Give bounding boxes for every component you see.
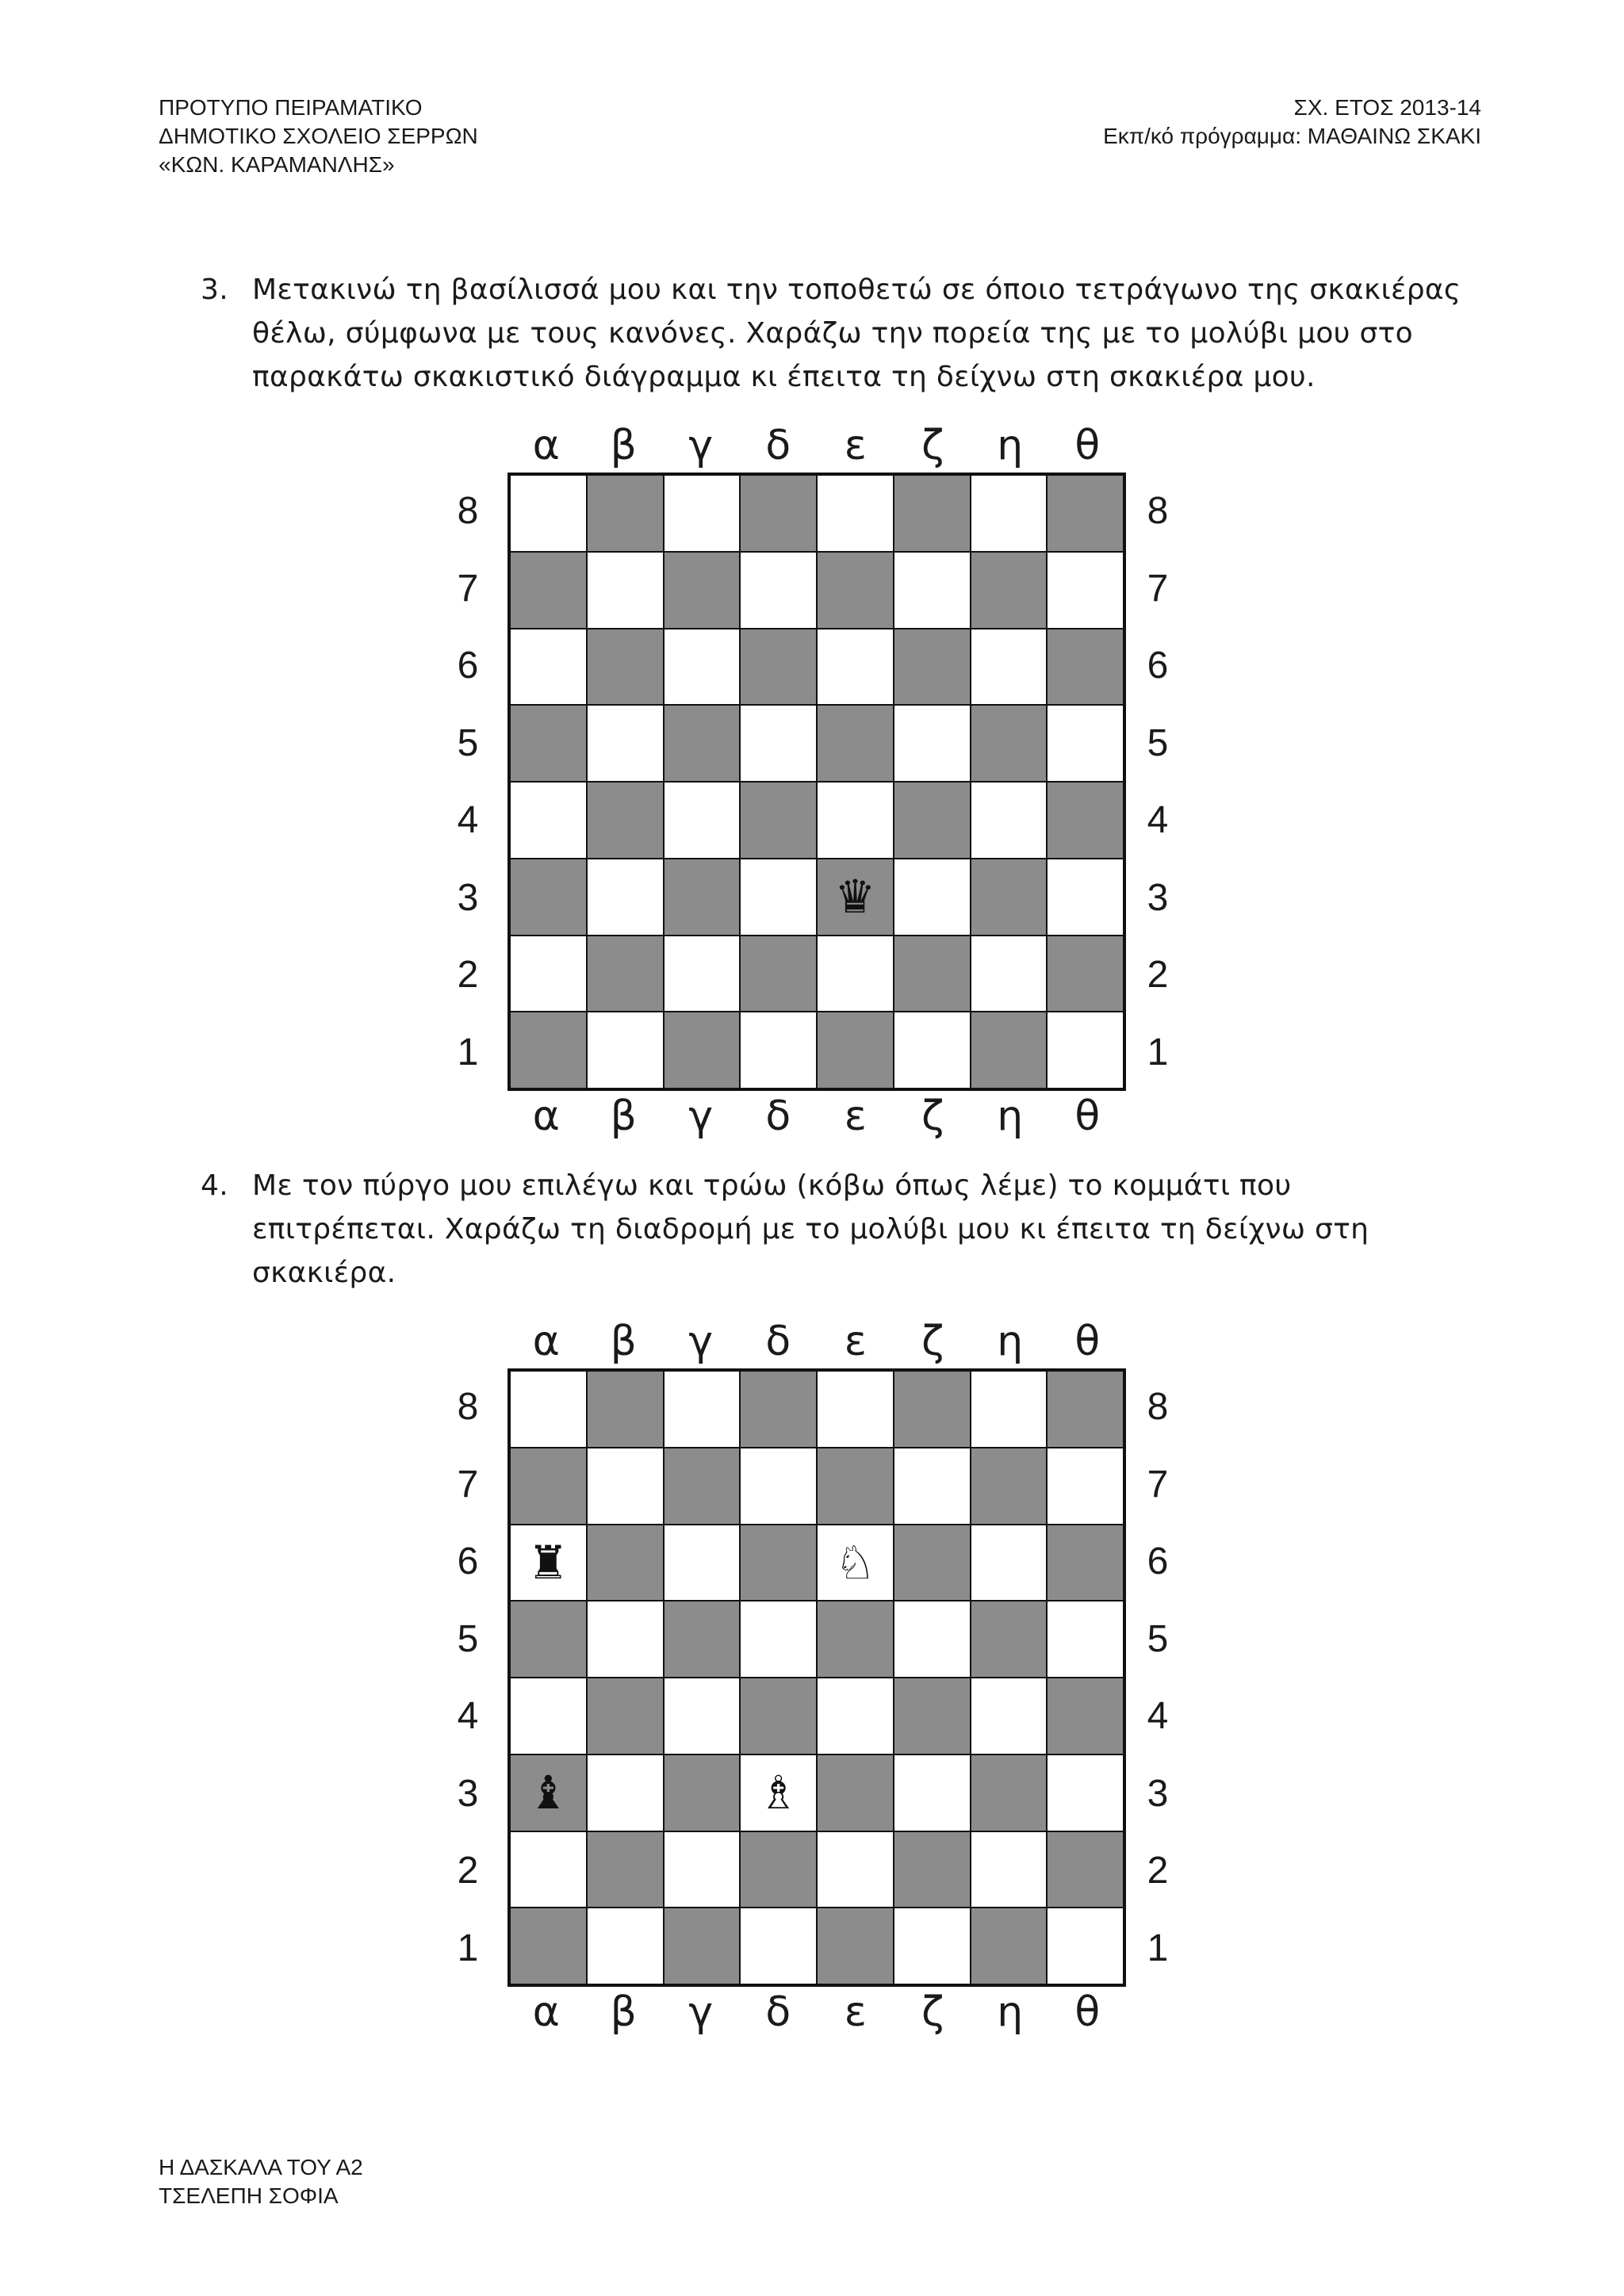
square-α8 — [510, 475, 587, 552]
square-η8 — [971, 475, 1048, 552]
rank-labels-right — [1134, 473, 1182, 1091]
square-β2 — [587, 1831, 664, 1908]
rank-label: 2 — [1147, 1850, 1169, 1892]
white-knight-icon: ♘ — [834, 1535, 876, 1590]
teacher-class: Η ΔΑΣΚΑΛΑ ΤΟΥ Α2 — [159, 2155, 363, 2179]
rank-label: 6 — [1147, 645, 1169, 687]
square-ζ4 — [894, 1678, 971, 1755]
square-γ5 — [664, 705, 741, 782]
exercise-number: 4. — [201, 1169, 228, 1202]
square-δ1 — [740, 1012, 817, 1089]
file-label: δ — [765, 1318, 791, 1365]
rank-label: 4 — [457, 1695, 479, 1737]
black-queen-icon: ♛ — [834, 870, 876, 924]
rank-label: 1 — [1147, 1927, 1169, 1969]
square-ε5 — [817, 1601, 894, 1678]
rank-label: 8 — [1147, 490, 1169, 532]
square-δ4 — [740, 782, 817, 859]
square-γ8 — [664, 1371, 741, 1448]
file-label: γ — [688, 422, 714, 469]
file-label: β — [610, 1318, 637, 1365]
square-α6 — [510, 629, 587, 706]
rank-label: 1 — [457, 1927, 479, 1969]
square-η6 — [971, 1525, 1048, 1601]
square-γ4 — [664, 1678, 741, 1755]
square-θ5 — [1047, 705, 1124, 782]
square-ε3 — [817, 1755, 894, 1831]
square-β3 — [587, 859, 664, 936]
square-β1 — [587, 1908, 664, 1984]
square-ε4 — [817, 1678, 894, 1755]
square-θ4 — [1047, 782, 1124, 859]
rank-label: 2 — [1147, 954, 1169, 996]
square-ε2 — [817, 1831, 894, 1908]
square-β4 — [587, 1678, 664, 1755]
rank-label: 7 — [1147, 1463, 1169, 1506]
file-labels-top — [508, 422, 1126, 469]
file-label: ζ — [921, 1093, 944, 1140]
square-ε8 — [817, 475, 894, 552]
square-η4 — [971, 782, 1048, 859]
square-ζ6 — [894, 1525, 971, 1601]
square-θ5 — [1047, 1601, 1124, 1678]
square-θ7 — [1047, 552, 1124, 629]
rank-label: 4 — [457, 799, 479, 841]
square-γ2 — [664, 936, 741, 1012]
square-γ3 — [664, 859, 741, 936]
teacher-signature — [159, 2153, 363, 2210]
square-δ4 — [740, 1678, 817, 1755]
square-ε7 — [817, 552, 894, 629]
square-α3 — [510, 859, 587, 936]
square-θ3 — [1047, 859, 1124, 936]
rank-label: 3 — [1147, 1772, 1169, 1815]
rank-label: 7 — [457, 567, 479, 610]
square-ε2 — [817, 936, 894, 1012]
square-δ7 — [740, 1448, 817, 1525]
exercise-text-line: θέλω, σύμφωνα με τους κανόνες. Χαράζω την πορεία της με το μολύβι μου στο — [252, 317, 1413, 350]
file-label: α — [532, 1093, 560, 1140]
exercise-text-line: Μετακινώ τη βασίλισσά μου και την τοποθετώ σε όποιο τετράγωνο της σκακιέρας — [252, 274, 1461, 306]
square-ζ8 — [894, 475, 971, 552]
square-θ2 — [1047, 1831, 1124, 1908]
square-η4 — [971, 1678, 1048, 1755]
square-γ6 — [664, 629, 741, 706]
rank-labels-right — [1134, 1368, 1182, 1987]
square-η7 — [971, 552, 1048, 629]
square-δ7 — [740, 552, 817, 629]
square-δ6 — [740, 629, 817, 706]
square-ζ6 — [894, 629, 971, 706]
square-ζ1 — [894, 1908, 971, 1984]
rank-label: 2 — [457, 1850, 479, 1892]
square-α4 — [510, 782, 587, 859]
square-β8 — [587, 475, 664, 552]
square-θ6 — [1047, 629, 1124, 706]
square-β5 — [587, 1601, 664, 1678]
exercise-number: 3. — [201, 274, 228, 306]
exercise-text-line: επιτρέπεται. Χαράζω τη διαδρομή με το μολύβι μου κι έπειτα τη δείχνω στη — [252, 1213, 1369, 1246]
square-α2 — [510, 1831, 587, 1908]
file-label: θ — [1074, 1988, 1101, 2036]
square-β7 — [587, 552, 664, 629]
square-β3 — [587, 1755, 664, 1831]
school-name-line-3: «ΚΩΝ. ΚΑΡΑΜΑΝΛΗΣ» — [159, 152, 395, 177]
square-ζ4 — [894, 782, 971, 859]
school-header — [159, 94, 478, 179]
square-α1 — [510, 1012, 587, 1089]
rank-label: 3 — [457, 1772, 479, 1815]
rank-label: 1 — [1147, 1031, 1169, 1073]
square-β7 — [587, 1448, 664, 1525]
square-ε1 — [817, 1908, 894, 1984]
square-ζ3 — [894, 1755, 971, 1831]
exercise-text-line: σκακιέρα. — [252, 1257, 396, 1289]
rank-label: 4 — [1147, 799, 1169, 841]
school-name-line-2: ΔΗΜΟΤΙΚΟ ΣΧΟΛΕΙΟ ΣΕΡΡΩΝ — [159, 124, 478, 148]
rank-label: 8 — [457, 490, 479, 532]
square-ζ7 — [894, 552, 971, 629]
square-ζ2 — [894, 936, 971, 1012]
exercise-4 — [202, 1164, 1369, 1295]
square-δ3 — [740, 1755, 817, 1831]
square-ε8 — [817, 1371, 894, 1448]
square-η2 — [971, 936, 1048, 1012]
square-α3 — [510, 1755, 587, 1831]
rank-label: 5 — [1147, 1617, 1169, 1660]
square-γ7 — [664, 1448, 741, 1525]
rank-label: 2 — [457, 954, 479, 996]
square-η6 — [971, 629, 1048, 706]
square-δ2 — [740, 936, 817, 1012]
square-θ1 — [1047, 1012, 1124, 1089]
rank-label: 8 — [1147, 1386, 1169, 1428]
square-γ7 — [664, 552, 741, 629]
exercise-3 — [202, 268, 1461, 399]
square-δ1 — [740, 1908, 817, 1984]
square-γ1 — [664, 1012, 741, 1089]
square-δ8 — [740, 475, 817, 552]
rank-label: 6 — [457, 645, 479, 687]
program-header — [1103, 94, 1481, 151]
square-α1 — [510, 1908, 587, 1984]
square-δ6 — [740, 1525, 817, 1601]
square-θ7 — [1047, 1448, 1124, 1525]
square-η8 — [971, 1371, 1048, 1448]
black-rook-icon: ♜ — [527, 1535, 569, 1590]
square-β4 — [587, 782, 664, 859]
white-bishop-icon: ♗ — [757, 1766, 799, 1820]
file-label: ε — [844, 422, 867, 469]
square-β6 — [587, 1525, 664, 1601]
file-label: ε — [844, 1988, 867, 2036]
file-label: α — [532, 1318, 560, 1365]
square-θ4 — [1047, 1678, 1124, 1755]
square-δ8 — [740, 1371, 817, 1448]
rank-label: 7 — [457, 1463, 479, 1506]
program-title: Εκπ/κό πρόγραμμα: ΜΑΘΑΙΝΩ ΣΚΑΚΙ — [1103, 124, 1481, 148]
file-label: α — [532, 422, 560, 469]
square-α5 — [510, 1601, 587, 1678]
file-label: γ — [688, 1318, 714, 1365]
file-label: η — [997, 1093, 1024, 1140]
square-ε7 — [817, 1448, 894, 1525]
file-label: ε — [844, 1093, 867, 1140]
rank-label: 7 — [1147, 567, 1169, 610]
square-ε4 — [817, 782, 894, 859]
rank-label: 6 — [457, 1540, 479, 1582]
file-label: δ — [765, 422, 791, 469]
file-label: δ — [765, 1093, 791, 1140]
black-bishop-icon: ♝ — [527, 1766, 569, 1820]
square-η5 — [971, 705, 1048, 782]
square-γ3 — [664, 1755, 741, 1831]
rank-label: 5 — [1147, 721, 1169, 764]
square-θ6 — [1047, 1525, 1124, 1601]
square-β5 — [587, 705, 664, 782]
rank-labels-left — [444, 1368, 492, 1987]
square-α8 — [510, 1371, 587, 1448]
square-δ3 — [740, 859, 817, 936]
square-γ5 — [664, 1601, 741, 1678]
square-θ8 — [1047, 1371, 1124, 1448]
square-ε6 — [817, 629, 894, 706]
square-α7 — [510, 1448, 587, 1525]
square-θ1 — [1047, 1908, 1124, 1984]
square-ζ7 — [894, 1448, 971, 1525]
file-label: η — [997, 1318, 1024, 1365]
square-α2 — [510, 936, 587, 1012]
square-γ6 — [664, 1525, 741, 1601]
file-label: α — [532, 1988, 560, 2036]
exercise-text-line: παρακάτω σκακιστικό διάγραμμα κι έπειτα τη δείχνω στη σκακιέρα μου. — [252, 361, 1316, 393]
rank-label: 5 — [457, 721, 479, 764]
file-label: δ — [765, 1988, 791, 2036]
square-α6 — [510, 1525, 587, 1601]
school-year: ΣΧ. ΕΤΟΣ 2013-14 — [1293, 95, 1481, 120]
file-label: β — [610, 1988, 637, 2036]
square-η1 — [971, 1012, 1048, 1089]
file-label: γ — [688, 1093, 714, 1140]
file-label: ζ — [921, 422, 944, 469]
square-ε3 — [817, 859, 894, 936]
square-α5 — [510, 705, 587, 782]
square-γ2 — [664, 1831, 741, 1908]
square-β1 — [587, 1012, 664, 1089]
square-η7 — [971, 1448, 1048, 1525]
file-label: β — [610, 1093, 637, 1140]
file-label: β — [610, 422, 637, 469]
square-α7 — [510, 552, 587, 629]
school-name-line-1: ΠΡΟΤΥΠΟ ΠΕΙΡΑΜΑΤΙΚΟ — [159, 95, 423, 120]
square-β2 — [587, 936, 664, 1012]
square-ε1 — [817, 1012, 894, 1089]
file-label: θ — [1074, 422, 1101, 469]
teacher-name: ΤΣΕΛΕΠΗ ΣΟΦΙΑ — [159, 2183, 339, 2208]
file-label: η — [997, 422, 1024, 469]
square-ζ5 — [894, 705, 971, 782]
square-η5 — [971, 1601, 1048, 1678]
rank-label: 8 — [457, 1386, 479, 1428]
rank-label: 4 — [1147, 1695, 1169, 1737]
square-α4 — [510, 1678, 587, 1755]
square-η2 — [971, 1831, 1048, 1908]
rank-label: 6 — [1147, 1540, 1169, 1582]
square-γ4 — [664, 782, 741, 859]
rank-label: 1 — [457, 1031, 479, 1073]
file-label: ζ — [921, 1988, 944, 2036]
exercise-text-line: Με τον πύργο μου επιλέγω και τρώω (κόβω όπως λέμε) το κομμάτι που — [252, 1169, 1292, 1202]
square-ζ8 — [894, 1371, 971, 1448]
file-label: η — [997, 1988, 1024, 2036]
square-ζ3 — [894, 859, 971, 936]
square-δ5 — [740, 705, 817, 782]
square-θ8 — [1047, 475, 1124, 552]
square-β8 — [587, 1371, 664, 1448]
square-η3 — [971, 1755, 1048, 1831]
square-ε6 — [817, 1525, 894, 1601]
square-γ8 — [664, 475, 741, 552]
square-γ1 — [664, 1908, 741, 1984]
rank-label: 3 — [457, 876, 479, 919]
chessboard — [508, 473, 1126, 1091]
file-labels-bottom — [508, 1988, 1126, 2036]
rank-label: 3 — [1147, 876, 1169, 919]
file-label: ζ — [921, 1318, 944, 1365]
square-ζ1 — [894, 1012, 971, 1089]
file-labels-top — [508, 1318, 1126, 1365]
file-label: θ — [1074, 1093, 1101, 1140]
file-label: ε — [844, 1318, 867, 1365]
square-δ2 — [740, 1831, 817, 1908]
square-θ2 — [1047, 936, 1124, 1012]
square-δ5 — [740, 1601, 817, 1678]
square-ζ5 — [894, 1601, 971, 1678]
file-label: γ — [688, 1988, 714, 2036]
square-θ3 — [1047, 1755, 1124, 1831]
file-label: θ — [1074, 1318, 1101, 1365]
square-η3 — [971, 859, 1048, 936]
chessboard — [508, 1368, 1126, 1987]
rank-labels-left — [444, 473, 492, 1091]
square-ζ2 — [894, 1831, 971, 1908]
square-β6 — [587, 629, 664, 706]
rank-label: 5 — [457, 1617, 479, 1660]
file-labels-bottom — [508, 1093, 1126, 1140]
square-η1 — [971, 1908, 1048, 1984]
square-ε5 — [817, 705, 894, 782]
